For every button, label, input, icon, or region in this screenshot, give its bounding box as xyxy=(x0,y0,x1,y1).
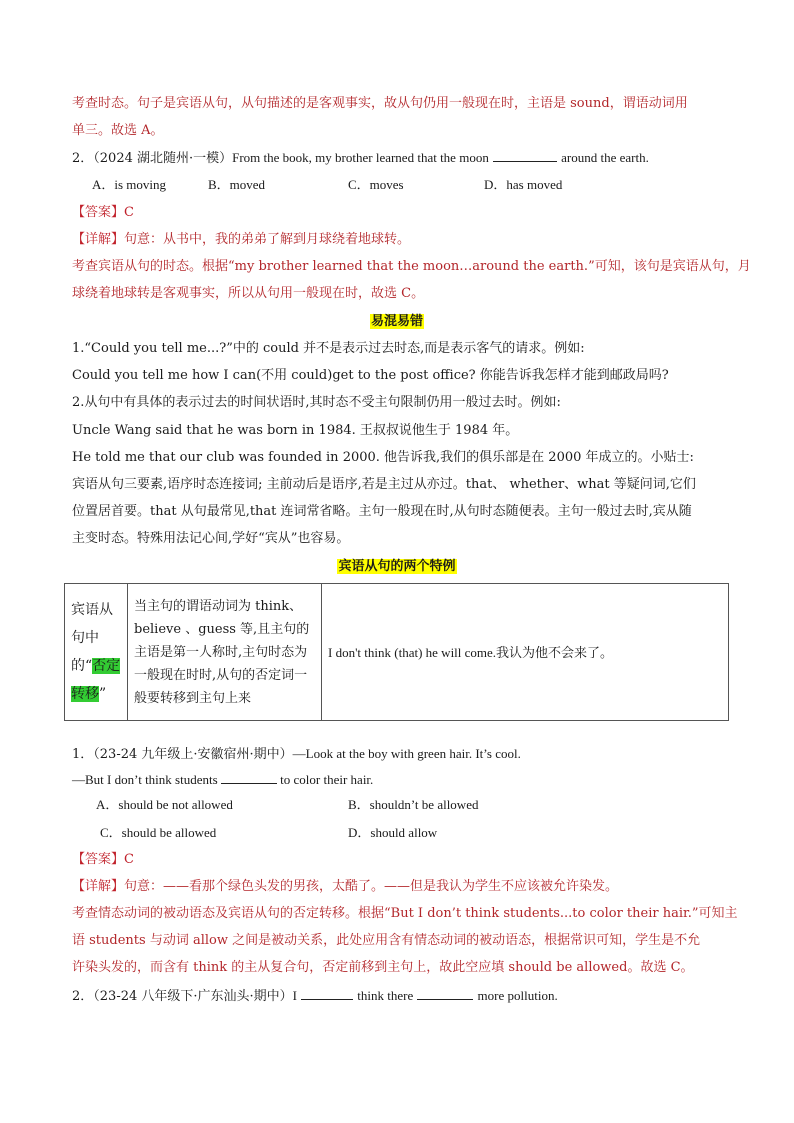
analysis-text: 考查情态动词的被动语态及宾语从句的否定转移。根据“But I don’t think students...to color their hair.”可知主 xyxy=(72,906,738,921)
option-d: D．should allow xyxy=(348,825,438,840)
question-stem xyxy=(72,745,521,764)
note-line: 1.“Could you tell me...?”中的 could 并不是表示过去时态,而是表示客气的请求。例如: xyxy=(72,341,585,356)
question-text: I xyxy=(292,988,297,1003)
analysis-text: 考查宾语从句的时态。根据“my brother learned that the moon…around the earth.”可知，该句是宾语从句，月 xyxy=(72,259,751,274)
detail-text: 句意：——看那个绿色头发的男孩，太酷了。——但是我认为学生不应该被允许染发。 xyxy=(124,879,619,894)
note-line: 2.从句中有具体的表示过去的时间状语时,其时态不受主句限制仍用一般过去时。例如: xyxy=(72,395,561,410)
question-source: 2．（23-24 八年级下·广东汕头·期中） xyxy=(72,989,293,1004)
question-text: more pollution. xyxy=(477,988,558,1003)
note-line: Uncle Wang said that he was born in 1984. 王叔叔说他生于 1984 年。 xyxy=(72,423,519,438)
detail-tag: 【详解】 xyxy=(72,232,125,247)
option-c: C．should be allowed xyxy=(100,825,217,840)
detail-line xyxy=(72,231,410,249)
question-text: —Look at the boy with green hair. It’s cool. xyxy=(292,746,521,761)
analysis-text: 许染头发的，而含有 think 的主从复合句，否定前移到主句上，故此空应填 should be allowed。故选 C。 xyxy=(72,960,694,975)
answer-label: 【答案】C xyxy=(72,205,134,220)
detail-line xyxy=(72,878,618,896)
highlighted-term: 否定转移 xyxy=(71,658,121,702)
section-heading: 易混易错 xyxy=(370,314,423,329)
detail-text: 句意：从书中，我的弟弟了解到月球绕着地球转。 xyxy=(124,232,411,247)
option-c: C．moves xyxy=(348,177,404,192)
answer-blank xyxy=(301,987,353,1000)
question-text: to color their hair. xyxy=(280,772,374,787)
answer-label: 【答案】C xyxy=(72,852,134,867)
option-a: A．is moving xyxy=(92,177,167,192)
analysis-text: 单三。故选 A。 xyxy=(72,123,164,138)
answer-blank xyxy=(221,771,277,784)
question-source: 2．（2024 湖北随州·一模） xyxy=(72,151,233,166)
analysis-text: 语 students 与动词 allow 之间是被动关系，此处应用含有情态动词的被动语态，根据常识可知，学生是不允 xyxy=(72,933,701,948)
table-cell-rule: 当主句的谓语动词为 think、believe 、guess 等,且主句的主语是第一人称时,主句时态为一般现在时时,从句的否定词一般要转移到主句上来 xyxy=(128,584,322,721)
table-cell-title: 宾语从句中的“否定转移” xyxy=(65,584,128,721)
table-cell-example: I don't think (that) he will come.我认为他不会来了。 xyxy=(322,584,729,721)
question-stem xyxy=(72,149,649,168)
analysis-text: 考查时态。句子是宾语从句，从句描述的是客观事实，故从句仍用一般现在时，主语是 sound，谓语动词用 xyxy=(72,96,688,111)
question-text: —But I don’t think students xyxy=(72,772,218,787)
special-case-table xyxy=(64,583,729,721)
question-stem xyxy=(72,771,373,789)
question-source: 1．（23-24 九年级上·安徽宿州·期中） xyxy=(72,747,293,762)
analysis-text: 球绕着地球转是客观事实，所以从句用一般现在时，故选 C。 xyxy=(72,286,425,301)
question-text: around the earth. xyxy=(561,150,649,165)
question-text: From the book, my brother learned that the moon xyxy=(232,150,489,165)
note-line: He told me that our club was founded in 2000. 他告诉我,我们的俱乐部是在 2000 年成立的。小贴士: xyxy=(72,450,694,465)
option-d: D．has moved xyxy=(484,177,563,192)
note-line: 宾语从句三要素,语序时态连接词; 主前动后是语序,若是主过从亦过。that、 whether、what 等疑问词,它们 xyxy=(72,477,696,492)
question-stem xyxy=(72,987,558,1006)
option-a: A．should be not allowed xyxy=(96,797,233,812)
question-text: think there xyxy=(357,988,414,1003)
note-line: 位置居首要。that 从句最常见,that 连词常省略。主句一般现在时,从句时态随便表。主句一般过去时,宾从随 xyxy=(72,504,692,519)
detail-tag: 【详解】 xyxy=(72,879,125,894)
answer-blank xyxy=(417,987,473,1000)
note-line: Could you tell me how I can(不用 could)get to the post office? 你能告诉我怎样才能到邮政局吗? xyxy=(72,368,669,383)
note-line: 主变时态。特殊用法记心间,学好“宾从”也容易。 xyxy=(72,531,350,546)
option-b: B．shouldn’t be allowed xyxy=(348,797,479,812)
option-b: B．moved xyxy=(208,177,266,192)
answer-blank xyxy=(493,149,557,162)
section-heading: 宾语从句的两个特例 xyxy=(338,559,456,574)
